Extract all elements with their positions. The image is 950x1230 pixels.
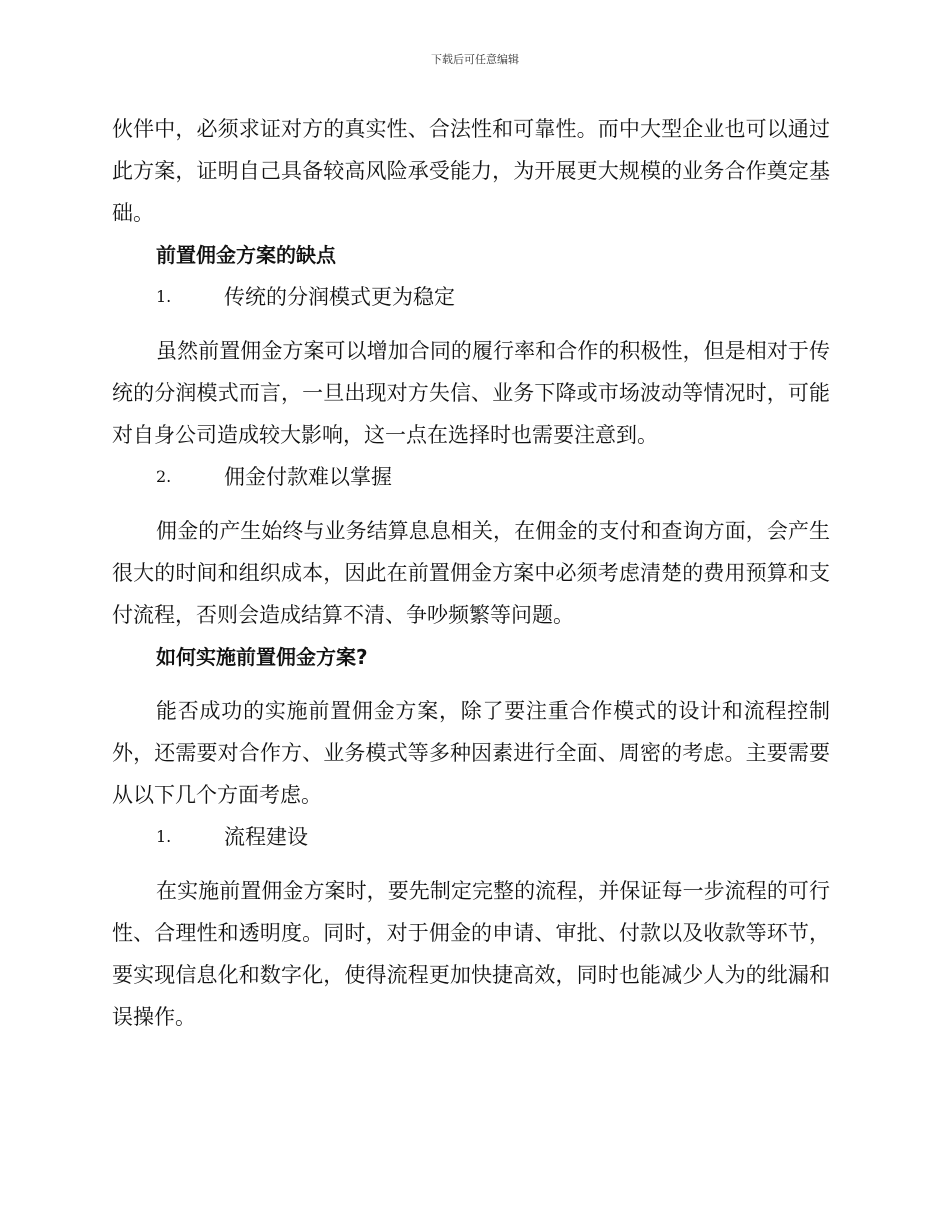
list-number: 1. (156, 827, 172, 846)
list-item-3 (112, 816, 830, 858)
list-item-1 (112, 276, 830, 318)
paragraph-5: 在实施前置佣金方案时，要先制定完整的流程，并保证每一步流程的可行性、合理性和透明度。同时，对于佣金的申请、审批、付款以及收款等环节，要实现信息化和数字化，使得流程更加快捷高效，同时也能减少人为的纰漏和误操作。 (112, 879, 830, 1029)
paragraph-2: 虽然前置佣金方案可以增加合同的履行率和合作的积极性，但是相对于传统的分润模式而言，一旦出现对方失信、业务下降或市场波动等情况时，可能对自身公司造成较大影响，这一点在选择时也需要注意到。 (112, 339, 830, 447)
list-item-2 (112, 456, 830, 498)
list-item-text: 流程建设 (224, 825, 308, 849)
paragraph-1: 伙伴中，必须求证对方的真实性、合法性和可靠性。而中大型企业也可以通过此方案，证明自己具备较高风险承受能力，为开展更大规模的业务合作奠定基础。 (112, 117, 830, 225)
section-heading-implementation: 如何实施前置佣金方案? (156, 645, 368, 669)
page-header: 下载后可任意编辑 (431, 53, 519, 66)
list-number: 1. (156, 287, 172, 306)
list-item-text: 传统的分润模式更为稳定 (224, 285, 455, 309)
list-number: 2. (156, 467, 172, 486)
paragraph-3: 佣金的产生始终与业务结算息息相关，在佣金的支付和查询方面，会产生很大的时间和组织成本，因此在前置佣金方案中必须考虑清楚的费用预算和支付流程，否则会造成结算不清、争吵频繁等问题。 (112, 519, 830, 627)
paragraph-4: 能否成功的实施前置佣金方案，除了要注重合作模式的设计和流程控制外，还需要对合作方、业务模式等多种因素进行全面、周密的考虑。主要需要从以下几个方面考虑。 (112, 699, 830, 807)
list-item-text: 佣金付款难以掌握 (224, 465, 392, 489)
document-body (112, 108, 830, 1038)
section-heading-drawbacks: 前置佣金方案的缺点 (156, 243, 336, 267)
